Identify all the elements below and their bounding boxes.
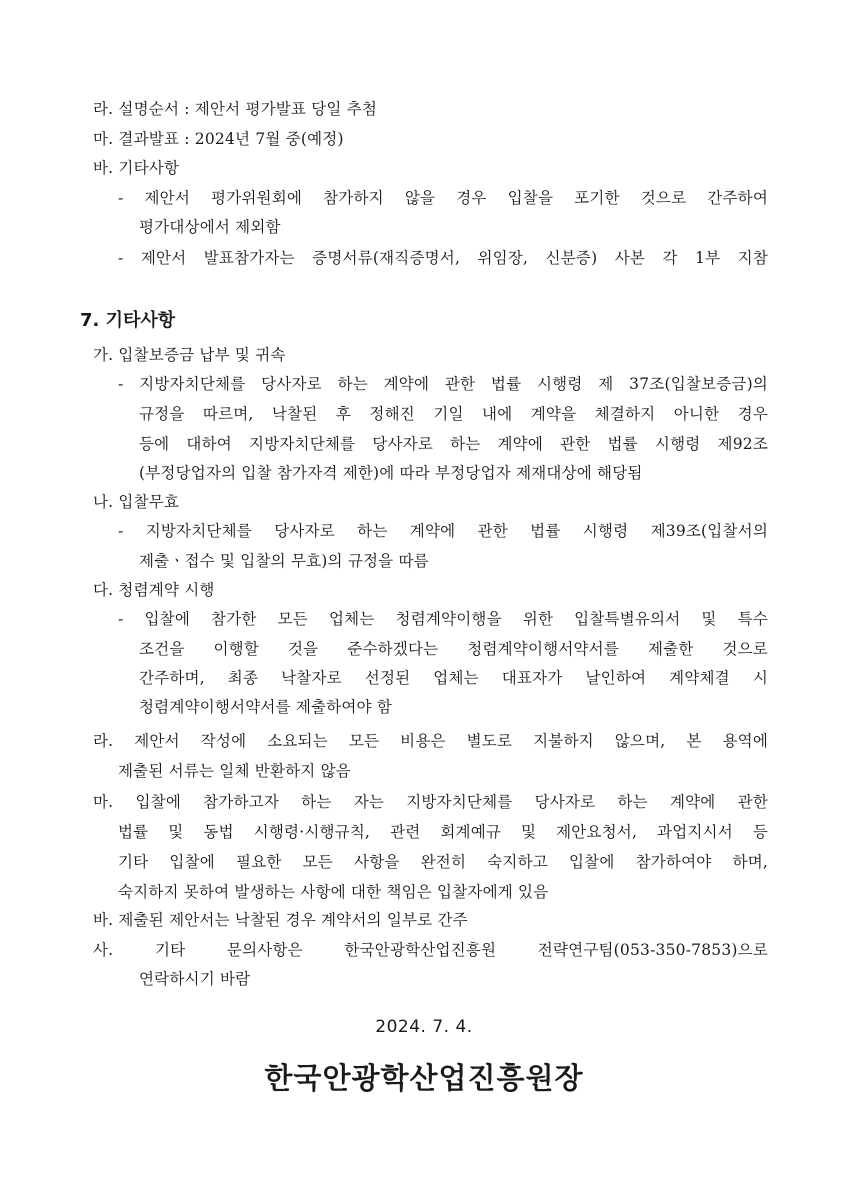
item-ma-line-3: 기타 입찰에 필요한 모든 사항을 완전히 숙지하고 입찰에 참가하여야 하며, [118, 853, 768, 871]
item-na-title: 나. 입찰무효 [93, 493, 180, 511]
item-ma-line-2: 법률 및 동법 시행령·시행규칙, 관련 회계예규 및 제안요청서, 과업지시서 등 [118, 823, 768, 841]
da-bullet-line-4: 청렴계약이행서약서를 제출하여야 함 [139, 698, 393, 716]
item-da-title: 다. 청렴계약 시행 [93, 581, 215, 599]
section-7-heading: 7. 기타사항 [80, 310, 176, 331]
ba-bullet-1-line-1: - 제안서 평가위원회에 참가하지 않을 경우 입찰을 포기한 것으로 간주하여 [118, 189, 768, 207]
item-ga-title: 가. 입찰보증금 납부 및 귀속 [93, 346, 286, 364]
item-ra-presentation-order: 라. 설명순서 : 제안서 평가발표 당일 추첨 [93, 100, 378, 118]
ga-bullet-line-4: (부정당업자의 입찰 참가자격 제한)에 따라 부정당업자 제재대상에 해당됨 [139, 464, 643, 482]
item-ra-line-1: 라. 제안서 작성에 소요되는 모든 비용은 별도로 지불하지 않으며, 본 용역에 [93, 732, 768, 750]
da-bullet-line-3: 간주하며, 최종 낙찰자로 선정된 업체는 대표자가 날인하여 계약체결 시 [139, 669, 768, 687]
item-ra-line-2: 제출된 서류는 일체 반환하지 않음 [118, 762, 351, 780]
item-ma-result-announcement: 마. 결과발표 : 2024년 7월 중(예정) [93, 130, 344, 148]
da-bullet-line-2: 조건을 이행할 것을 준수하겠다는 청렴계약이행서약서를 제출한 것으로 [139, 640, 768, 658]
ba-bullet-2: - 제안서 발표참가자는 증명서류(재직증명서, 위임장, 신분증) 사본 각 1부 지참 [118, 249, 768, 267]
da-bullet-line-1: - 입찰에 참가한 모든 업체는 청렴계약이행을 위한 입찰특별유의서 및 특수 [118, 610, 768, 628]
na-bullet-line-1: - 지방자치단체를 당사자로 하는 계약에 관한 법률 시행령 제39조(입찰서의 [118, 522, 768, 540]
item-ba-line-1: 바. 제출된 제안서는 낙찰된 경우 계약서의 일부로 간주 [93, 911, 468, 929]
item-ma-line-4: 숙지하지 못하여 발생하는 사항에 대한 책임은 입찰자에게 있음 [118, 883, 549, 901]
ga-bullet-line-3: 등에 대하여 지방자치단체를 당사자로 하는 계약에 관한 법률 시행령 제92조 [139, 435, 768, 453]
ga-bullet-line-2: 규정을 따르며, 낙찰된 후 정해진 기일 내에 계약을 체결하지 아니한 경우 [139, 405, 768, 423]
ba-bullet-1-line-2: 평가대상에서 제외함 [139, 218, 281, 236]
item-sa-line-1: 사. 기타 문의사항은 한국안광학산업진흥원 전략연구팀(053-350-7853)으로 [93, 941, 768, 959]
item-ma-line-1: 마. 입찰에 참가하고자 하는 자는 지방자치단체를 당사자로 하는 계약에 관한 [93, 793, 768, 811]
document-date: 2024. 7. 4. [375, 1017, 473, 1037]
issuer-name: 한국안광학산업진흥원장 [264, 1061, 584, 1095]
ga-bullet-line-1: - 지방자치단체를 당사자로 하는 계약에 관한 법률 시행령 제 37조(입찰보증금)의 [118, 375, 768, 393]
item-ba-other-matters: 바. 기타사항 [93, 159, 180, 177]
item-sa-line-2: 연락하시기 바람 [139, 970, 251, 988]
na-bullet-line-2: 제출ㆍ접수 및 입찰의 무효)의 규정을 따름 [139, 552, 429, 570]
